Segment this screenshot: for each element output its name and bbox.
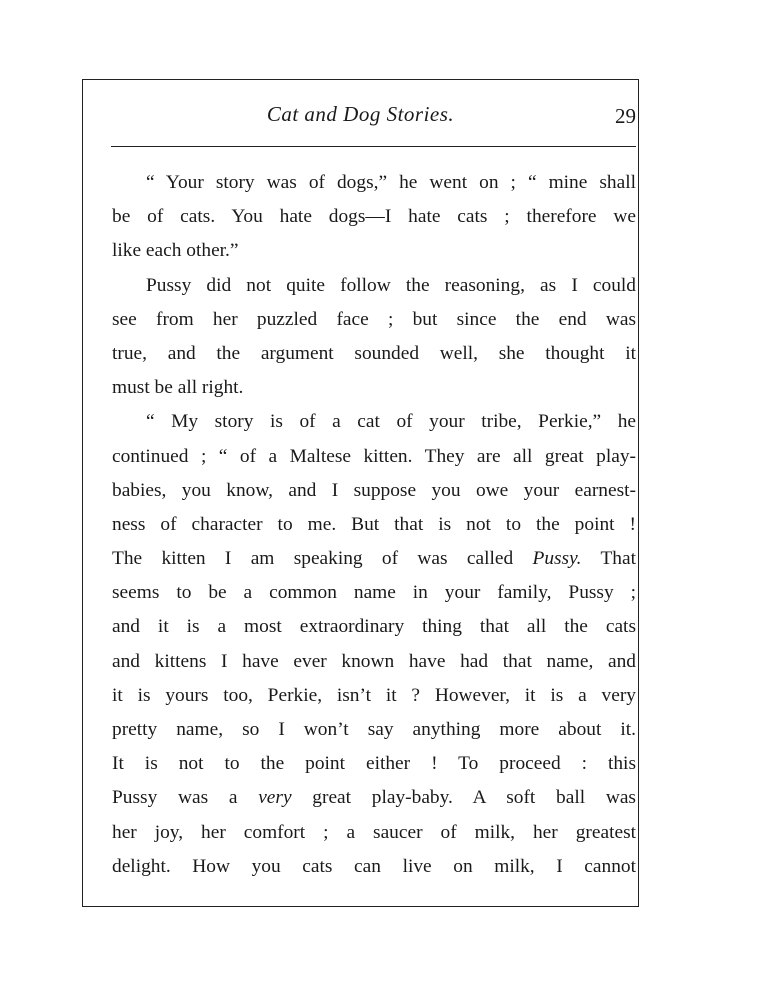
- text-line: It is not to the point either ! To proceed : this: [112, 753, 636, 775]
- text-line: seems to be a common name in your family, Pussy ;: [112, 582, 636, 604]
- text-line: and it is a most extraordinary thing that all the cats: [112, 616, 636, 638]
- text-line: Pussy did not quite follow the reasoning, as I could: [146, 274, 636, 296]
- text-line-with-italic: [112, 781, 636, 815]
- text-line: like each other.”: [112, 240, 239, 262]
- running-title: Cat and Dog Stories.: [266, 102, 455, 126]
- text-line: and kittens I have ever known have had that name, and: [112, 650, 636, 672]
- italic-word: very: [258, 787, 292, 809]
- text-line: “ Your story was of dogs,” he went on ; “ mine shall: [146, 172, 636, 193]
- italic-name: Pussy.: [532, 548, 582, 570]
- text-line: delight. How you cats can live on milk, I cannot: [112, 855, 636, 877]
- text-line: her joy, her comfort ; a saucer of milk, her greatest: [112, 821, 636, 843]
- text-line: pretty name, so I won’t say anything more about it.: [112, 719, 636, 740]
- text-fragment: That: [581, 548, 636, 570]
- text-line: true, and the argument sounded well, she thought it: [112, 342, 636, 364]
- page-number: 29: [615, 104, 636, 128]
- page-frame: [82, 79, 639, 907]
- text-line: be of cats. You hate dogs—I hate cats ; therefore we: [112, 206, 636, 228]
- header-rule: [111, 146, 636, 147]
- text-line: continued ; “ of a Maltese kitten. They are all great play-: [112, 445, 636, 467]
- text-line: babies, you know, and I suppose you owe your earnest-: [112, 479, 636, 501]
- text-fragment: Pussy was a: [112, 787, 259, 809]
- text-line: “ My story is of a cat of your tribe, Perkie,” he: [146, 411, 636, 433]
- text-fragment: great play-baby. A soft ball was: [291, 787, 636, 809]
- text-line: see from her puzzled face ; but since the end was: [112, 308, 636, 330]
- text-line: ness of character to me. But that is not to the point !: [112, 513, 636, 535]
- text-line: must be all right.: [112, 377, 244, 399]
- running-head: [83, 102, 638, 130]
- text-line-with-italic: [112, 542, 636, 576]
- text-fragment: The kitten I am speaking of was called: [112, 548, 533, 570]
- body-text: [112, 166, 636, 884]
- text-line: it is yours too, Perkie, isn’t it ? However, it is a very: [112, 684, 636, 706]
